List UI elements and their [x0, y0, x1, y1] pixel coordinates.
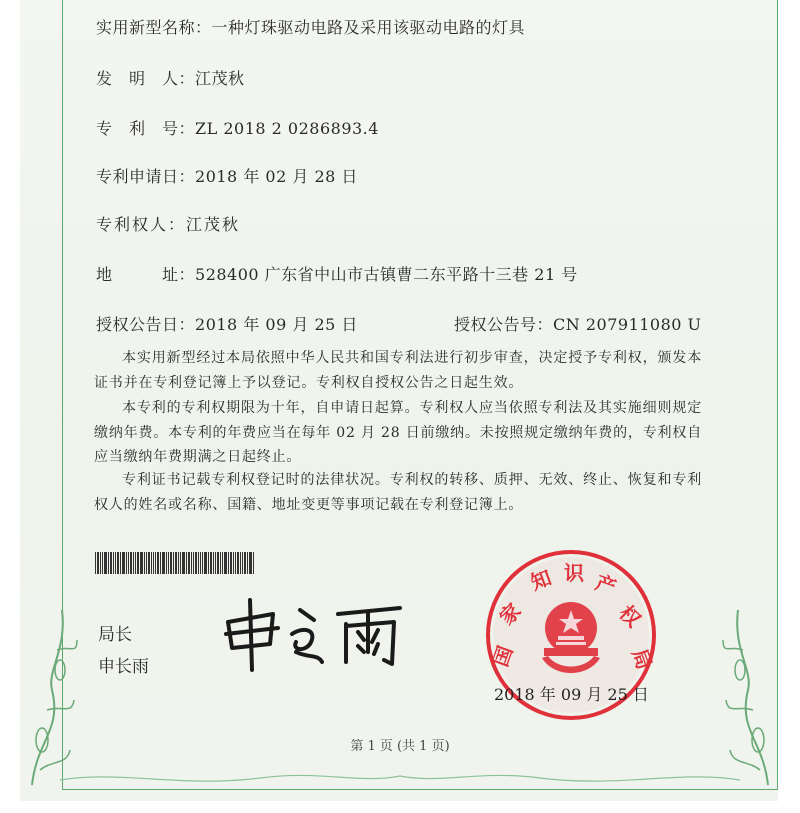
barcode-stripe	[157, 552, 159, 574]
svg-text:知: 知	[527, 565, 555, 595]
barcode-stripe	[204, 552, 207, 574]
svg-text:局: 局	[627, 645, 657, 673]
grant-number-value: CN 207911080 U	[553, 315, 702, 334]
barcode-stripe	[186, 552, 187, 574]
director-signature	[218, 592, 408, 672]
barcode-stripe	[249, 552, 252, 574]
barcode-stripe	[180, 552, 181, 574]
barcode-stripe	[237, 552, 239, 574]
barcode-stripe	[170, 552, 172, 574]
svg-text:识: 识	[564, 561, 584, 585]
barcode-stripe	[215, 552, 216, 574]
barcode-stripe	[140, 552, 143, 574]
barcode-stripe	[182, 552, 185, 574]
barcode-stripe	[228, 552, 229, 574]
barcode-stripe	[115, 552, 116, 574]
utility-name-value: 一种灯珠驱动电路及采用该驱动电路的灯具	[211, 18, 526, 37]
barcode-stripe	[247, 552, 248, 574]
barcode-stripe	[202, 552, 203, 574]
barcode	[95, 552, 298, 574]
barcode-stripe	[117, 552, 119, 574]
address-label: 地 址：	[96, 265, 196, 284]
director-title: 局长	[98, 625, 132, 645]
filing-date-row	[96, 164, 358, 187]
barcode-stripe	[220, 552, 221, 574]
barcode-stripe	[217, 552, 219, 574]
director-name: 申长雨	[98, 657, 149, 677]
barcode-stripe	[242, 552, 243, 574]
barcode-stripe	[233, 552, 234, 574]
patentee-label: 专利权人：	[96, 215, 187, 234]
barcode-stripe	[151, 552, 152, 574]
barcode-stripe	[162, 552, 165, 574]
barcode-stripe	[135, 552, 136, 574]
address-row	[96, 262, 578, 285]
inventor-row	[96, 66, 245, 89]
barcode-stripe	[240, 552, 241, 574]
inventor-value: 江茂秋	[195, 69, 245, 88]
svg-text:权: 权	[614, 600, 646, 632]
patent-number-row	[96, 116, 379, 139]
barcode-stripe	[146, 552, 147, 574]
barcode-stripe	[173, 552, 174, 574]
barcode-stripe	[168, 552, 169, 574]
barcode-stripe	[222, 552, 223, 574]
filing-date-label: 专利申请日：	[96, 167, 196, 186]
grant-number-row	[454, 312, 702, 335]
address-value: 528400 广东省中山市古镇曹二东平路十三巷 21 号	[195, 265, 578, 284]
filing-date-value: 2018 年 02 月 28 日	[195, 167, 358, 186]
barcode-stripe	[126, 552, 127, 574]
barcode-stripe	[148, 552, 150, 574]
patentee-row	[96, 212, 240, 235]
barcode-stripe	[235, 552, 236, 574]
barcode-stripe	[128, 552, 129, 574]
barcode-stripe	[213, 552, 214, 574]
right-margin	[778, 0, 800, 813]
barcode-stripe	[102, 552, 103, 574]
barcode-stripe	[200, 552, 201, 574]
barcode-stripe	[153, 552, 154, 574]
barcode-stripe	[178, 552, 179, 574]
left-margin	[0, 0, 20, 813]
barcode-stripe	[97, 552, 99, 574]
barcode-stripe	[198, 552, 199, 574]
svg-text:家: 家	[494, 598, 526, 630]
grant-number-label: 授权公告号：	[454, 315, 554, 334]
grant-date-row	[96, 312, 358, 335]
paragraph-term: 本专利的专利权期限为十年，自申请日起算。专利权人应当依照专利法及其实施细则规定缴纳年费。本专利的年费应当在每年 02 月 28 日前缴纳。未按照规定缴纳年费的，专利权自应当缴纳年费期满之日起终止。	[94, 400, 702, 465]
barcode-stripe	[188, 552, 190, 574]
patent-number-value: ZL 2018 2 0286893.4	[195, 119, 379, 138]
barcode-stripe	[193, 552, 194, 574]
barcode-stripe	[130, 552, 132, 574]
paragraph-grant: 本实用新型经过本局依照中华人民共和国专利法进行初步审查，决定授予专利权，颁发本证书并在专利登记簿上予以登记。专利权自授权公告之日起生效。	[94, 350, 702, 391]
barcode-stripe	[108, 552, 109, 574]
bottom-margin	[0, 801, 800, 813]
barcode-stripe	[166, 552, 167, 574]
barcode-stripe	[137, 552, 139, 574]
barcode-stripe	[160, 552, 161, 574]
barcode-stripe	[122, 552, 125, 574]
barcode-stripe	[210, 552, 212, 574]
patentee-value: 江茂秋	[186, 215, 241, 234]
utility-name-row	[96, 15, 525, 38]
barcode-stripe	[224, 552, 227, 574]
svg-text:国: 国	[488, 642, 518, 670]
grant-date-value: 2018 年 09 月 25 日	[195, 315, 358, 334]
paragraph-legal-status: 专利证书记载专利权登记时的法律状况。专利权的转移、质押、无效、终止、恢复和专利权人的姓名或名称、国籍、地址变更等事项记载在专利登记簿上。	[94, 472, 702, 513]
inventor-label: 发 明 人：	[96, 69, 196, 88]
patent-number-label: 专 利 号：	[96, 119, 196, 138]
seal-date: 2018 年 09 月 25 日	[494, 685, 649, 704]
utility-name-label: 实用新型名称：	[96, 18, 212, 37]
grant-date-label: 授权公告日：	[96, 315, 196, 334]
bottom-ornament	[60, 760, 740, 790]
barcode-stripe	[100, 552, 101, 574]
barcode-stripe	[120, 552, 121, 574]
barcode-stripe	[133, 552, 134, 574]
barcode-stripe	[244, 552, 246, 574]
barcode-stripe	[104, 552, 107, 574]
barcode-stripe	[230, 552, 232, 574]
barcode-stripe	[113, 552, 114, 574]
barcode-stripe	[155, 552, 156, 574]
page-footer: 第 1 页 (共 1 页)	[350, 739, 450, 754]
barcode-stripe	[144, 552, 145, 574]
barcode-stripe	[175, 552, 177, 574]
barcode-stripe	[110, 552, 112, 574]
barcode-stripe	[253, 552, 254, 574]
svg-text:产: 产	[592, 570, 620, 600]
barcode-stripe	[195, 552, 197, 574]
barcode-stripe	[191, 552, 192, 574]
barcode-stripe	[208, 552, 209, 574]
barcode-stripe	[95, 552, 96, 574]
